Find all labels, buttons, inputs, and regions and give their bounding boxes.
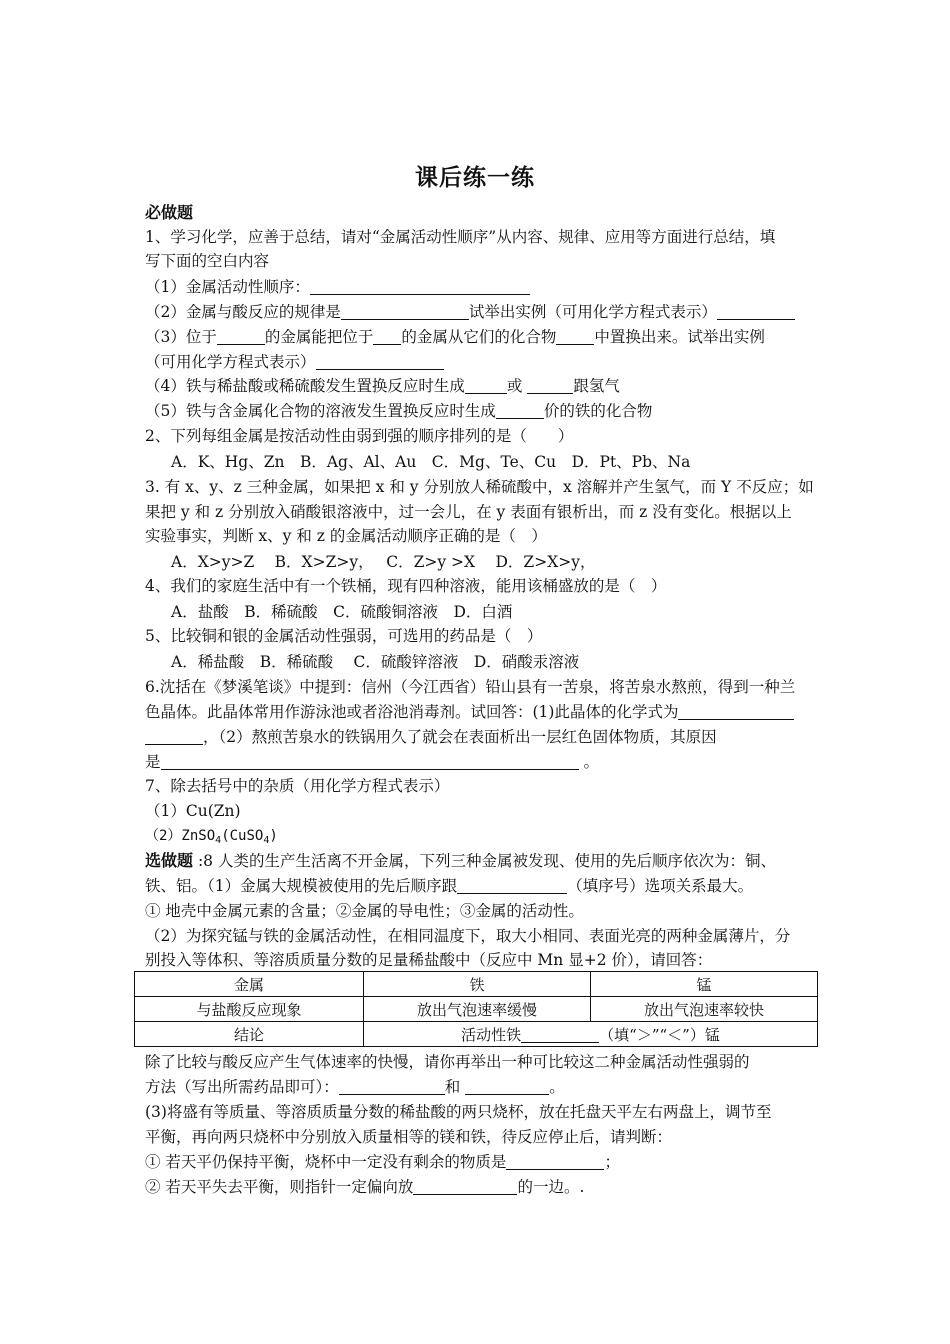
table-row — [135, 972, 818, 997]
q6-line2 — [145, 700, 794, 724]
blank[interactable] — [465, 1078, 549, 1095]
blank[interactable] — [556, 328, 594, 345]
q8-line1 — [145, 849, 776, 873]
q6-line1: 6.沈括在《梦溪笔谈》中提到：信州（今江西省）铅山县有一苦泉，将苦泉水熬煎，得到一种兰 — [145, 678, 796, 696]
table-row — [135, 1022, 818, 1047]
q8-after2 — [145, 1075, 565, 1099]
q8-line3: ① 地壳中金属元素的含量；②金属的导电性；③金属的活动性。 — [145, 902, 584, 920]
q8-part3-b — [145, 1175, 584, 1199]
q3-line3: 实验事实，判断 x、y 和 z 的金属活动顺序正确的是（ ） — [145, 527, 547, 545]
q8-line2 — [145, 874, 753, 898]
q8-part3-a-end: ； — [604, 1153, 620, 1171]
q1-part3-text-e: （可用化学方程式表示） — [145, 353, 316, 371]
q1-part5-text-b: 价的铁的化合物 — [543, 402, 653, 420]
blank[interactable] — [717, 303, 795, 320]
q1-part3-line2 — [145, 350, 444, 374]
q1-part4-text-b: 或 — [506, 377, 523, 395]
q1-part3-text-c: 的金属从它们的化合物 — [401, 328, 557, 346]
blank[interactable] — [145, 728, 203, 745]
table-row — [135, 997, 818, 1022]
q8-part3-line2: 平衡，再向两只烧杯中分别放入质量相等的镁和铁，待反应停止后，请判断： — [145, 1128, 673, 1146]
q1-line1: 1、学习化学，应善于总结，请对“金属活动性顺序”从内容、规律、应用等方面进行总结，填 — [145, 228, 776, 246]
q6-line4-text-a: 是 — [145, 753, 161, 771]
blank[interactable] — [316, 353, 444, 370]
q1-part3-text-b: 的金属能把位于 — [264, 328, 374, 346]
blank[interactable] — [161, 753, 579, 770]
q8-line1-text: :8 人类的生产生活离不开金属，下列三种金属被发现、使用的先后顺序依次为：铜、 — [193, 852, 776, 870]
q1-part2-text-a: （2）金属与酸反应的规律是 — [145, 303, 341, 321]
blank[interactable] — [678, 703, 794, 720]
table-cell: 金属 — [135, 972, 364, 997]
q7-part2-c: ) — [269, 828, 278, 844]
q8-line4: （2）为探究锰与铁的金属活动性，在相同温度下，取大小相同、表面光亮的两种金属薄片，分 — [145, 927, 791, 945]
q8-part3-b-text: ② 若天平失去平衡，则指针一定偏向放 — [145, 1178, 414, 1196]
blank[interactable] — [496, 402, 544, 419]
q6-line2-text: 色晶体。此晶体常用作游泳池或者浴池消毒剂。试回答：(1)此晶体的化学式为 — [145, 703, 679, 721]
q7-part2-a: （2）ZnSO — [145, 828, 216, 844]
q7-stem: 7、除去括号中的杂质（用化学方程式表示） — [145, 777, 450, 795]
blank[interactable] — [413, 1178, 517, 1195]
q3-line2: 果把 y 和 z 分别放入硝酸银溶液中，过一会儿，在 y 表面有银析出，而 z 没有变化。根据以上 — [145, 503, 792, 521]
q1-part5 — [145, 399, 652, 423]
q6-line3 — [145, 725, 717, 749]
q7-sub1: 4 — [215, 835, 222, 846]
blank[interactable] — [339, 1078, 445, 1095]
q8-line5: 别投入等体积、等溶质质量分数的足量稀盐酸中（反应中 Mn 显+2 价），请回答： — [145, 951, 713, 969]
q4-options: A．盐酸 B．稀硫酸 C．硫酸铜溶液 D．白酒 — [171, 603, 513, 621]
q8-after2-text-a: 方法（写出所需药品即可）： — [145, 1078, 339, 1096]
q6-line4-text-b: 。 — [583, 753, 599, 771]
q1-line2: 写下面的空白内容 — [145, 252, 270, 270]
table-cell: 铁 — [364, 972, 591, 997]
q1-part4-text-a: （4）铁与稀盐酸或稀硫酸发生置换反应时生成 — [145, 377, 465, 395]
blank[interactable] — [310, 278, 530, 295]
q3-line1: 3. 有 x、y、z 三种金属，如果把 x 和 y 分别放人稀硫酸中，x 溶解并产生氢气，而 Y 不反应；如 — [145, 478, 814, 496]
q8-line2-text-a: 铁、铝。（1）金属大规模被使用的先后顺序跟 — [145, 877, 458, 895]
blank[interactable] — [217, 328, 265, 345]
table-cell-conclusion — [364, 1022, 818, 1047]
blank[interactable] — [373, 328, 401, 345]
blank[interactable] — [465, 377, 507, 394]
blank[interactable] — [506, 1153, 604, 1170]
q8-after2-text-b: 和 — [444, 1078, 461, 1096]
required-heading: 必做题 — [145, 203, 194, 222]
blank[interactable] — [527, 377, 573, 394]
q8-part3-a — [145, 1150, 620, 1174]
q4-stem: 4、我们的家庭生活中有一个铁桶，现有四种溶液，能用该桶盛放的是（ ） — [145, 577, 667, 595]
metal-comparison-table — [134, 971, 818, 1047]
table-cell: 锰 — [591, 972, 818, 997]
page-title: 课后练一练 — [415, 165, 535, 191]
blank[interactable] — [521, 1026, 599, 1043]
q5-stem: 5、比较铜和银的金属活动性强弱，可选用的药品是（ ） — [145, 627, 543, 645]
q1-part4-text-c: 跟氢气 — [573, 377, 620, 395]
table-cell: 放出气泡速率缓慢 — [364, 997, 591, 1022]
q8-part3-a-text: ① 若天平仍保持平衡，烧杯中一定没有剩余的物质是 — [145, 1153, 507, 1171]
q2-stem: 2、下列每组金属是按活动性由弱到强的顺序排列的是（ ） — [145, 427, 574, 445]
q3-options: A．X>y>Z B．X>Z>y， C．Z>y >X D．Z>X>y， — [171, 553, 596, 571]
q8-line2-text-b: （填序号）选项关系最大。 — [567, 877, 754, 895]
q1-part2 — [145, 300, 795, 324]
q6-line4 — [145, 750, 599, 774]
blank[interactable] — [341, 303, 469, 320]
q1-part5-text-a: （5）铁与含金属化合物的溶液发生置换反应时生成 — [145, 402, 496, 420]
q8-part3-line1: (3)将盛有等质量、等溶质质量分数的稀盐酸的两只烧杯，放在托盘天平左右两盘上，调节至 — [145, 1103, 772, 1121]
optional-heading: 选做题 — [145, 851, 194, 870]
q6-line3-text: ，（2）熬煎苦泉水的铁锅用久了就会在表面析出一层红色固体物质，其原因 — [203, 728, 717, 746]
q1-part3 — [145, 325, 765, 349]
conclusion-text-b: （填“＞”“＜”）锰 — [599, 1025, 720, 1044]
q1-part1 — [145, 275, 530, 299]
q1-part3-text-a: （3）位于 — [145, 328, 217, 346]
table-cell: 放出气泡速率较快 — [591, 997, 818, 1022]
q7-part2 — [145, 824, 278, 848]
q8-part3-b-end: 的一边。. — [517, 1178, 585, 1196]
q1-part3-text-d: 中置换出来。试举出实例 — [594, 328, 765, 346]
q1-part2-text-b: 试举出实例（可用化学方程式表示） — [468, 303, 717, 321]
q7-part1: （1）Cu(Zn) — [145, 802, 241, 820]
q2-options: A．K、Hg、Zn B．Ag、Al、Au C．Mg、Te、Cu D．Pt、Pb、Na — [171, 453, 691, 471]
q1-part4 — [145, 374, 620, 398]
q7-part2-b: (CuSO — [221, 828, 264, 844]
q5-options: A．稀盐酸 B．稀硫酸 C．硫酸锌溶液 D．硝酸汞溶液 — [171, 653, 580, 671]
conclusion-text-a: 活动性铁 — [461, 1025, 522, 1044]
q1-part1-text: （1）金属活动性顺序： — [145, 278, 310, 296]
q8-after2-text-c: 。 — [549, 1078, 565, 1096]
q8-after1: 除了比较与酸反应产生气体速率的快慢，请你再举出一种可比较这二种金属活动性强弱的 — [145, 1053, 750, 1071]
table-cell: 结论 — [135, 1022, 364, 1047]
q7-sub2: 4 — [263, 835, 270, 846]
blank[interactable] — [457, 877, 567, 894]
table-cell: 与盐酸反应现象 — [135, 997, 364, 1022]
